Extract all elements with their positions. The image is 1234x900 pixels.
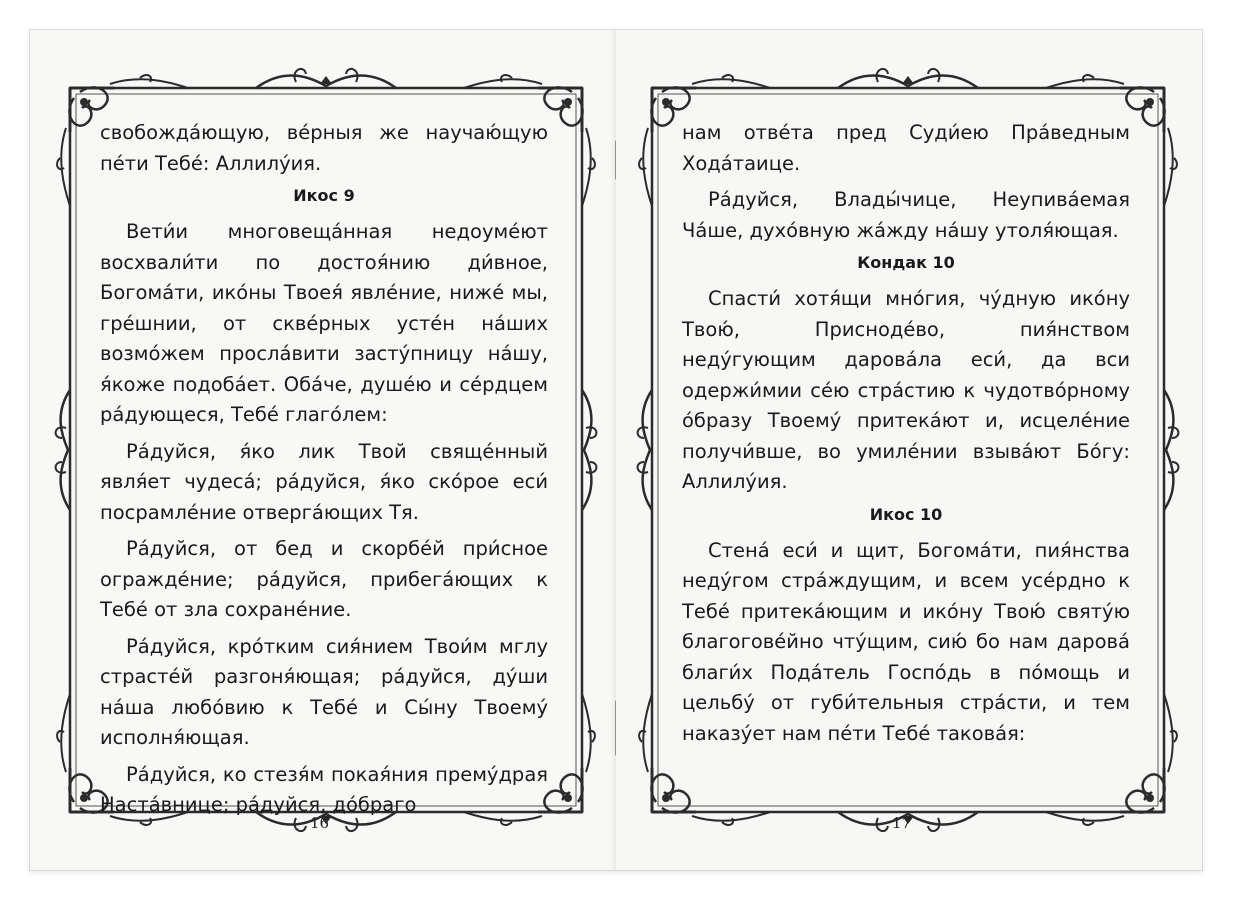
paragraph: Вети́и многовеща́нная недоуме́ют восхвали́ти по достоя́нию ди́вное, Богома́ти, ико́ны Твоея́ явле́ние, ниже́ мы, гре́шнии, от скве́рных усте́н на́ших возмо́жем просла́вити засту́пницу на́шу, я́коже подоба́ет. Оба́че, душе́ю и се́рдцем ра́дующеся, Тебе́ глаго́лем:	[100, 220, 548, 426]
paragraph: Стена́ еси́ и щит, Богома́ти, пия́нства неду́гом стра́ждущим, и всем усе́рдно к Тебе́ притека́ющим и ико́ну Твою́ святу́ю благогове́йно чту́щим, сию́ бо нам дарова́ благи́х Пода́тель Госпо́дь в по́мощь и цельбу́ от губи́тельныя стра́сти, и тем наказу́ет нам пе́ти Тебе́ такова́я:	[682, 538, 1130, 745]
paragraph: Ра́дуйся, Влады́чице, Неупива́емая Ча́ше, духо́вную жа́жду на́шу утоля́ющая.	[682, 188, 1130, 242]
paragraph: Ра́дуйся, я́ко лик Твой свяще́нный явля́ет чудеса́; ра́дуйся, я́ко ско́рое еси́ посрамле́ние отверга́ющих Тя.	[100, 439, 548, 524]
right-page	[616, 30, 1202, 870]
section-heading: Кондак 10	[857, 253, 955, 272]
page-number: 16	[310, 814, 330, 832]
left-page	[30, 30, 616, 870]
paragraph: Ра́дуйся, кро́тким сия́нием Твои́м мглу страсте́й разгоня́ющая; ра́дуйся, ду́ши на́ша любо́вию к Тебе́ и Сы́ну Твоему́ исполня́ющая.	[100, 634, 548, 749]
paragraph: Спасти́ хотя́щи мно́гия, чу́дную ико́ну Твою́, Присноде́во, пия́нством неду́гующим дарова́ла еси́, да вси одержи́мии се́ю стра́стию к чудотво́рному о́бразу Твоему́ притека́ют и, исцеле́ние получи́вше, во умиле́нии взыва́ют Бо́гу: Аллилу́ия.	[682, 287, 1130, 493]
right-page-text	[682, 118, 1130, 755]
section-heading: Икос 9	[293, 186, 355, 205]
paragraph: Ра́дуйся, от бед и скорбе́й при́сное огражде́ние; ра́дуйся, прибега́ющих к Тебе́ от зла сохране́ние.	[100, 537, 548, 621]
paragraph: Ра́дуйся, ко стезя́м покая́ния прему́драя Наста́внице; ра́дуйся, до́браго	[100, 762, 548, 816]
book-spread	[30, 30, 1202, 870]
left-page-text	[100, 118, 548, 827]
lead-text: свобожда́ющую, ве́рныя же научаю́щую пе́ти Тебе́: Аллилу́ия.	[100, 121, 548, 175]
lead-text: нам отве́та пред Суди́ею Пра́ведным Хода́таице.	[682, 121, 1130, 175]
section-heading: Икос 10	[869, 504, 943, 524]
page-number: 17	[892, 814, 912, 832]
